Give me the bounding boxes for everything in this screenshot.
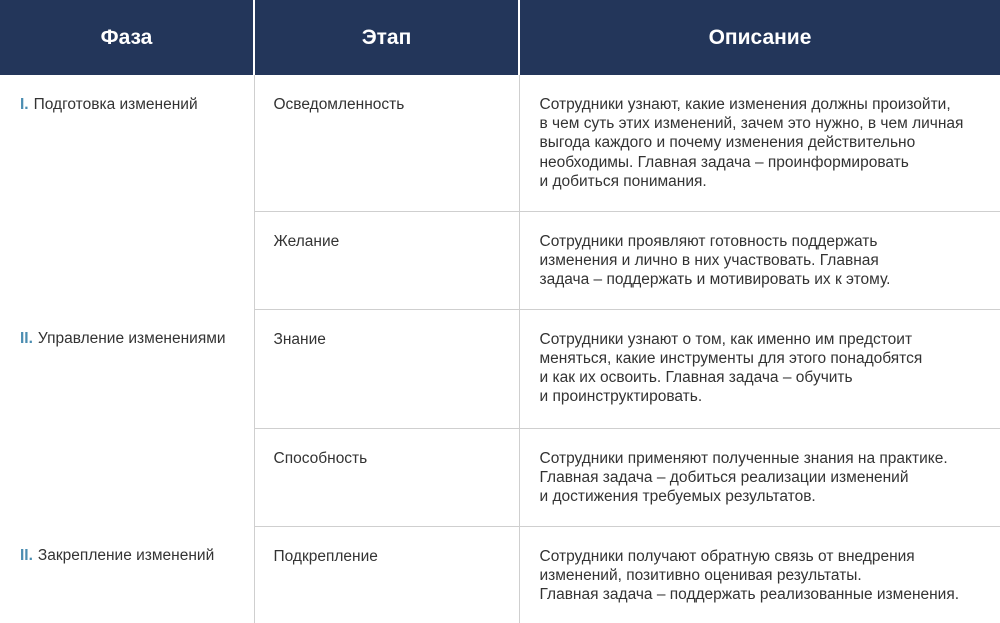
- description-line: выгода каждого и почему изменения действительно: [539, 134, 916, 152]
- description-line: Сотрудники проявляют готовность поддержать: [539, 232, 878, 250]
- table-row: [0, 526, 1000, 623]
- stage-cell: Желание: [254, 211, 519, 309]
- stage-cell: Осведомленность: [254, 75, 519, 211]
- description-line: и добиться понимания.: [539, 172, 707, 190]
- table-header: [0, 0, 1000, 75]
- stage-cell: Способность: [254, 428, 519, 526]
- description-line: Сотрудники узнают, какие изменения должны произойти,: [539, 96, 951, 113]
- description-cell: [519, 428, 1000, 526]
- description-line: Главная задача – поддержать реализованные изменения.: [539, 585, 960, 603]
- description-line: изменений, позитивно оценивая результаты.: [539, 566, 862, 584]
- stage-cell: Знание: [254, 309, 519, 428]
- description-cell: [519, 526, 1000, 623]
- header-stage: Этап: [254, 0, 519, 75]
- table-row: [0, 309, 1000, 428]
- description-line: Сотрудники применяют полученные знания на практике.: [539, 449, 948, 467]
- description-line: изменения и лично в них участвовать. Главная: [539, 251, 879, 269]
- phase-number: II.: [20, 547, 33, 564]
- header-description: Описание: [519, 0, 1000, 75]
- description-line: Главная задача – добиться реализации изменений: [539, 468, 909, 486]
- phase-cell: [0, 309, 254, 526]
- phase-label: Управление изменениями: [37, 330, 226, 347]
- phase-cell: [0, 75, 254, 309]
- description-cell: [519, 75, 1000, 211]
- table-row: [0, 75, 1000, 211]
- description-line: Сотрудники узнают о том, как именно им предстоит: [539, 330, 913, 348]
- description-cell: [519, 211, 1000, 309]
- description-line: и достижения требуемых результатов.: [539, 487, 816, 505]
- phase-number: II.: [20, 330, 33, 347]
- phase-cell: [0, 526, 254, 623]
- description-line: меняться, какие инструменты для этого понадобятся: [539, 349, 923, 367]
- description-line: задача – поддержать и мотивировать их к этому.: [539, 270, 891, 288]
- description-cell: [519, 309, 1000, 428]
- description-line: в чем суть этих изменений, зачем это нужно, в чем личная: [539, 115, 964, 133]
- phase-label: Подготовка изменений: [33, 96, 198, 113]
- description-line: необходимы. Главная задача – проинформировать: [539, 153, 909, 171]
- phase-label: Закрепление изменений: [37, 547, 215, 564]
- description-line: Сотрудники получают обратную связь от внедрения: [539, 547, 915, 565]
- phase-number: I.: [20, 96, 29, 113]
- stage-cell: Подкрепление: [254, 526, 519, 623]
- description-line: и проинструктировать.: [539, 388, 703, 406]
- description-line: и как их освоить. Главная задача – обучить: [539, 368, 853, 386]
- header-phase: Фаза: [0, 0, 254, 75]
